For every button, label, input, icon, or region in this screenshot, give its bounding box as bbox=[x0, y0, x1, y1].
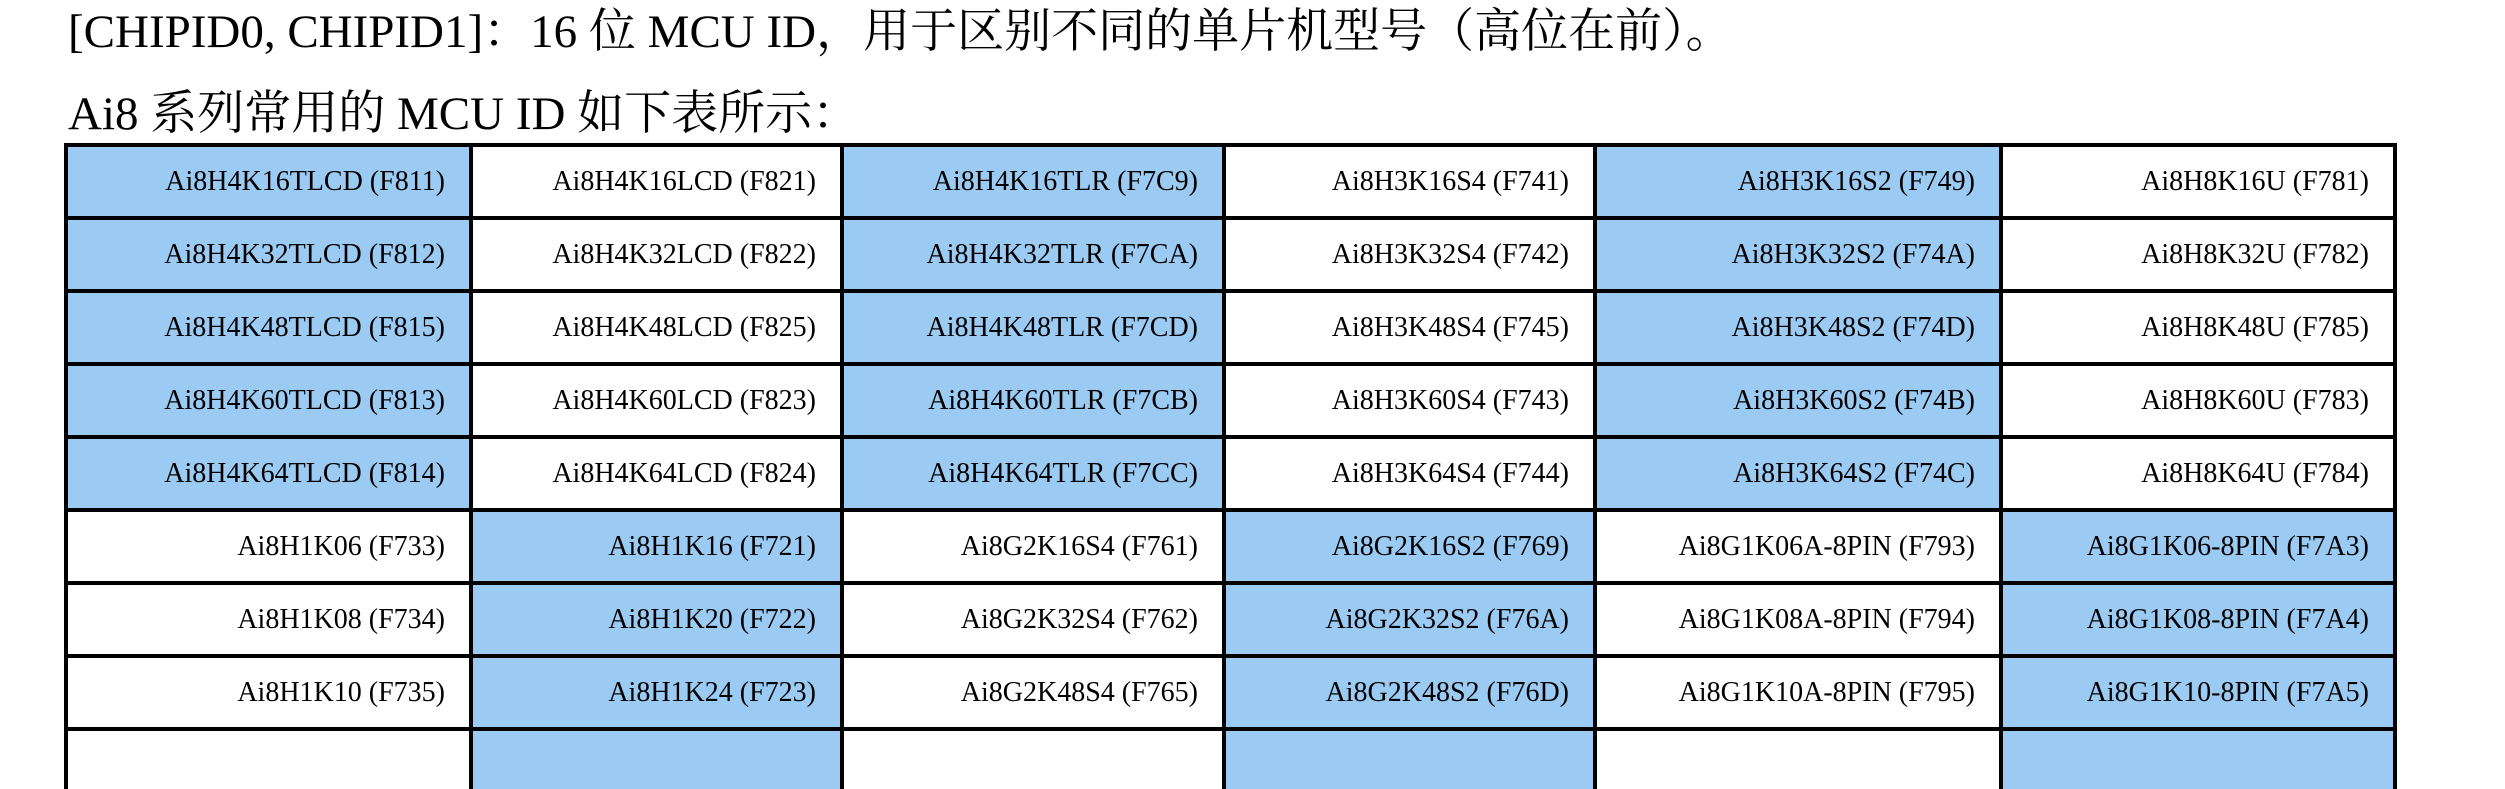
mcu-cell: Ai8H1K24 (F723) bbox=[471, 656, 842, 729]
mcu-cell bbox=[66, 729, 471, 789]
mcu-cell: Ai8G1K08A-8PIN (F794) bbox=[1595, 583, 2001, 656]
mcu-cell: Ai8H4K16LCD (F821) bbox=[471, 145, 842, 218]
mcu-cell: Ai8H4K16TLR (F7C9) bbox=[842, 145, 1224, 218]
mcu-cell bbox=[842, 729, 1224, 789]
mcu-cell bbox=[1224, 729, 1595, 789]
mcu-cell: Ai8H3K48S4 (F745) bbox=[1224, 291, 1595, 364]
mcu-cell: Ai8H8K16U (F781) bbox=[2001, 145, 2395, 218]
mcu-cell: Ai8G1K10A-8PIN (F795) bbox=[1595, 656, 2001, 729]
mcu-cell: Ai8G2K16S2 (F769) bbox=[1224, 510, 1595, 583]
mcu-table-body bbox=[66, 145, 2395, 789]
mcu-cell: Ai8H3K60S4 (F743) bbox=[1224, 364, 1595, 437]
mcu-table-row bbox=[66, 656, 2395, 729]
mcu-cell: Ai8H8K60U (F783) bbox=[2001, 364, 2395, 437]
mcu-cell: Ai8G1K06-8PIN (F7A3) bbox=[2001, 510, 2395, 583]
mcu-cell: Ai8H4K60TLR (F7CB) bbox=[842, 364, 1224, 437]
mcu-cell: Ai8H3K32S2 (F74A) bbox=[1595, 218, 2001, 291]
mcu-table-row bbox=[66, 729, 2395, 789]
mcu-cell: Ai8H1K08 (F734) bbox=[66, 583, 471, 656]
mcu-table-row bbox=[66, 510, 2395, 583]
mcu-cell: Ai8H4K48TLCD (F815) bbox=[66, 291, 471, 364]
mcu-cell: Ai8G2K16S4 (F761) bbox=[842, 510, 1224, 583]
mcu-cell: Ai8G1K08-8PIN (F7A4) bbox=[2001, 583, 2395, 656]
mcu-cell: Ai8H3K16S4 (F741) bbox=[1224, 145, 1595, 218]
mcu-cell: Ai8H1K20 (F722) bbox=[471, 583, 842, 656]
mcu-cell: Ai8H3K60S2 (F74B) bbox=[1595, 364, 2001, 437]
mcu-table-row bbox=[66, 218, 2395, 291]
mcu-table-row bbox=[66, 583, 2395, 656]
mcu-cell: Ai8H8K48U (F785) bbox=[2001, 291, 2395, 364]
mcu-cell: Ai8H4K16TLCD (F811) bbox=[66, 145, 471, 218]
mcu-table-row bbox=[66, 145, 2395, 218]
mcu-cell: Ai8H1K10 (F735) bbox=[66, 656, 471, 729]
mcu-cell: Ai8G2K32S2 (F76A) bbox=[1224, 583, 1595, 656]
mcu-cell: Ai8H3K64S2 (F74C) bbox=[1595, 437, 2001, 510]
mcu-id-table bbox=[64, 143, 2397, 789]
mcu-cell: Ai8H3K32S4 (F742) bbox=[1224, 218, 1595, 291]
mcu-cell: Ai8H3K64S4 (F744) bbox=[1224, 437, 1595, 510]
mcu-cell: Ai8H4K48TLR (F7CD) bbox=[842, 291, 1224, 364]
mcu-cell: Ai8G1K06A-8PIN (F793) bbox=[1595, 510, 2001, 583]
mcu-cell: Ai8H4K48LCD (F825) bbox=[471, 291, 842, 364]
mcu-cell bbox=[471, 729, 842, 789]
mcu-cell: Ai8H1K06 (F733) bbox=[66, 510, 471, 583]
mcu-cell: Ai8G1K10-8PIN (F7A5) bbox=[2001, 656, 2395, 729]
chipid-description-line: [CHIPID0, CHIPID1]：16 位 MCU ID，用于区别不同的单片机型号（高位在前）。 bbox=[68, 6, 1733, 58]
mcu-cell: Ai8H4K32TLR (F7CA) bbox=[842, 218, 1224, 291]
mcu-table-row bbox=[66, 437, 2395, 510]
mcu-cell: Ai8H4K32LCD (F822) bbox=[471, 218, 842, 291]
mcu-cell: Ai8H8K32U (F782) bbox=[2001, 218, 2395, 291]
mcu-cell: Ai8H4K60LCD (F823) bbox=[471, 364, 842, 437]
mcu-table-row bbox=[66, 291, 2395, 364]
mcu-table-row bbox=[66, 364, 2395, 437]
mcu-cell: Ai8H4K32TLCD (F812) bbox=[66, 218, 471, 291]
mcu-cell: Ai8H4K64LCD (F824) bbox=[471, 437, 842, 510]
mcu-cell: Ai8G2K48S2 (F76D) bbox=[1224, 656, 1595, 729]
mcu-cell: Ai8G2K48S4 (F765) bbox=[842, 656, 1224, 729]
mcu-cell: Ai8H3K48S2 (F74D) bbox=[1595, 291, 2001, 364]
mcu-cell: Ai8G2K32S4 (F762) bbox=[842, 583, 1224, 656]
mcu-cell: Ai8H8K64U (F784) bbox=[2001, 437, 2395, 510]
mcu-cell: Ai8H4K60TLCD (F813) bbox=[66, 364, 471, 437]
mcu-cell: Ai8H4K64TLR (F7CC) bbox=[842, 437, 1224, 510]
mcu-cell bbox=[1595, 729, 2001, 789]
table-intro-line: Ai8 系列常用的 MCU ID 如下表所示： bbox=[68, 88, 860, 140]
mcu-cell: Ai8H4K64TLCD (F814) bbox=[66, 437, 471, 510]
mcu-cell: Ai8H1K16 (F721) bbox=[471, 510, 842, 583]
mcu-cell bbox=[2001, 729, 2395, 789]
mcu-cell: Ai8H3K16S2 (F749) bbox=[1595, 145, 2001, 218]
